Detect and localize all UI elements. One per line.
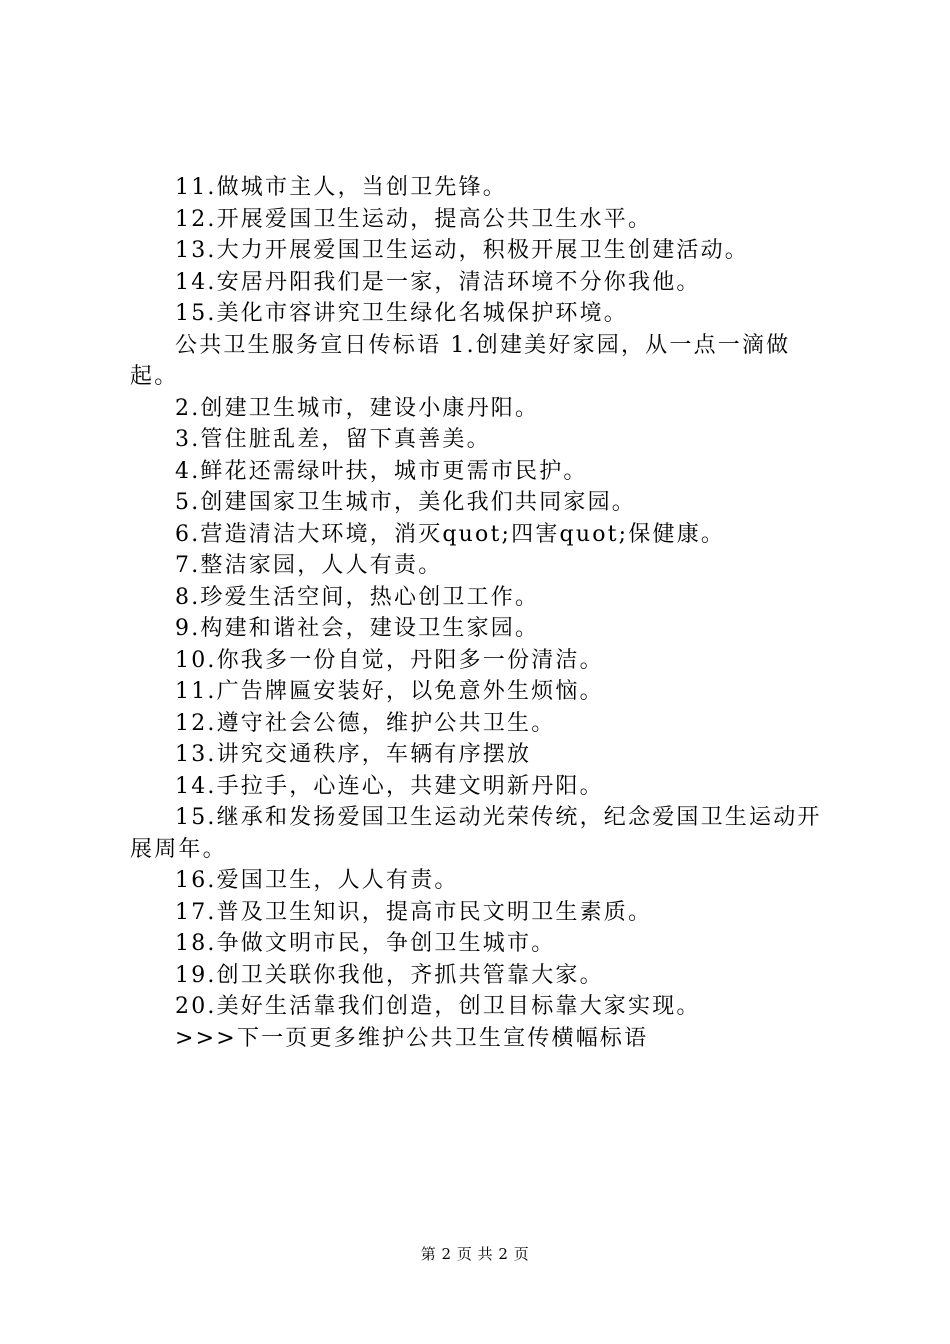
text-line-4: 14.安居丹阳我们是一家，清洁环境不分你我他。 (175, 269, 701, 295)
text-line-3: 13.大力开展爱国卫生运动，积极开展卫生创建活动。 (175, 238, 749, 263)
page-number-label: 第 2 页 共 2 页 (420, 1245, 530, 1263)
section-heading-line: 公共卫生服务宣日传标语 1.创建美好家园，从一点一滴做起。 (130, 332, 791, 389)
text-line-20: 15.继承和发扬爱国卫生运动光荣传统，纪念爱国卫生运动开展周年。 (130, 805, 822, 862)
text-line-1: 11.做城市主人，当创卫先锋。 (175, 175, 507, 200)
text-line-5: 15.美化市容讲究卫生绿化名城保护环境。 (175, 301, 628, 326)
text-line-12: 7.整洁家园，人人有责。 (175, 553, 443, 578)
text-line-7: 2.创建卫生城市，建设小康丹阳。 (175, 395, 540, 421)
text-line-2: 12.开展爱国卫生运动，提高公共卫生水平。 (175, 206, 653, 232)
text-line-9: 4.鲜花还需绿叶扶，城市更需市民护。 (175, 458, 588, 484)
document-body (130, 172, 835, 1054)
text-line-19: 14.手拉手，心连心，共建文明新丹阳。 (175, 773, 604, 799)
text-line-23: 18.争做文明市民，争创卫生城市。 (175, 931, 556, 956)
text-line-10: 5.创建国家卫生城市，美化我们共同家园。 (175, 490, 636, 515)
text-line-21: 16.爱国卫生，人人有责。 (175, 868, 459, 893)
text-line-16: 11.广告牌匾安装好，以免意外生烦恼。 (175, 679, 604, 704)
text-line-25: 20.美好生活靠我们创造，创卫目标靠大家实现。 (175, 994, 701, 1019)
text-line-13: 8.珍爱生活空间，热心创卫工作。 (175, 584, 540, 610)
text-line-22: 17.普及卫生知识，提高市民文明卫生素质。 (175, 899, 653, 925)
text-line-8: 3.管住脏乱差，留下真善美。 (175, 427, 491, 452)
text-line-15: 10.你我多一份自觉，丹阳多一份清洁。 (175, 647, 604, 673)
text-line-18: 13.讲究交通秩序，车辆有序摆放 (175, 742, 532, 767)
text-line-14: 9.构建和谐社会，建设卫生家园。 (175, 616, 540, 641)
text-line-17: 12.遵守社会公德，维护公共卫生。 (175, 710, 556, 736)
next-page-link[interactable]: >>>下一页更多维护公共卫生宣传横幅标语 (175, 1025, 649, 1051)
text-line-11: 6.营造清洁大环境，消灭quot;四害quot;保健康。 (175, 521, 726, 547)
text-line-24: 19.创卫关联你我他，齐抓共管靠大家。 (175, 962, 604, 988)
page-footer (0, 1244, 950, 1264)
